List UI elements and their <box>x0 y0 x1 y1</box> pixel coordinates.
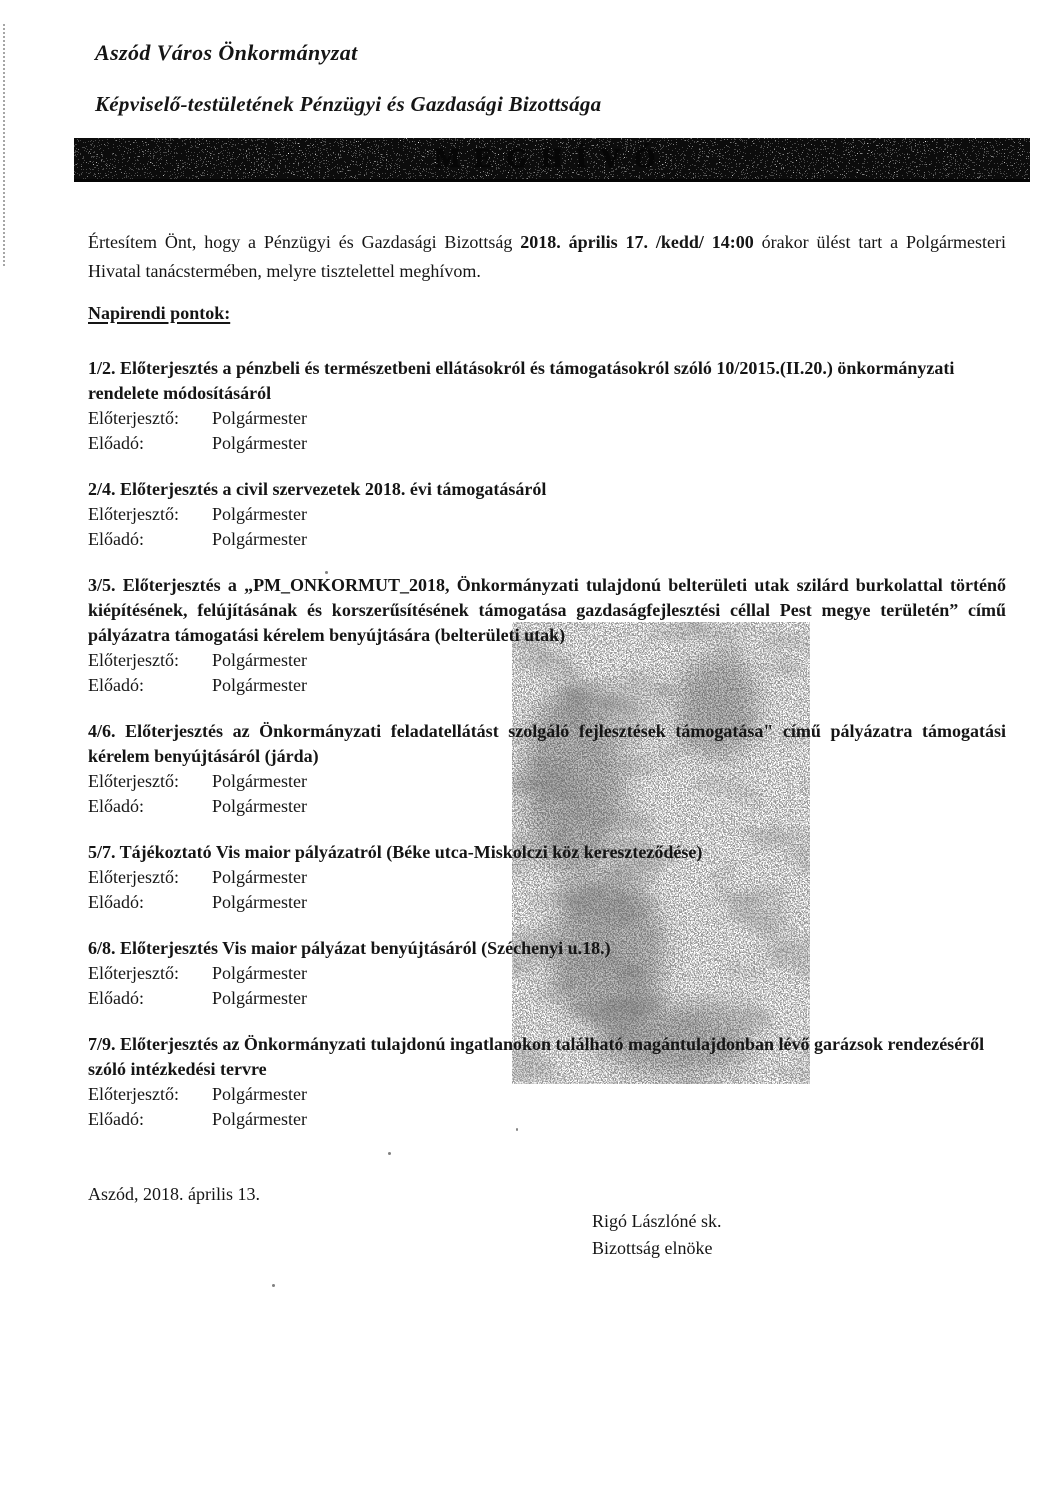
speaker-value: Polgármester <box>212 988 307 1008</box>
signature-name: Rigó Lászlóné sk. <box>592 1211 722 1231</box>
agenda-item <box>88 840 1006 915</box>
presenter-label: Előterjesztő: <box>88 963 179 983</box>
intro-paragraph <box>88 228 1006 286</box>
speaker-value: Polgármester <box>212 433 307 453</box>
org-title: Aszód Város Önkormányzat <box>95 40 358 65</box>
presenter-row <box>88 502 1006 527</box>
presenter-label: Előterjesztő: <box>88 408 179 428</box>
speaker-label: Előadó: <box>88 529 144 549</box>
intro-datetime-bold: 2018. április 17. /kedd/ 14:00 <box>520 232 754 252</box>
speaker-label: Előadó: <box>88 433 144 453</box>
speaker-label: Előadó: <box>88 675 144 695</box>
presenter-value: Polgármester <box>212 1084 307 1104</box>
presenter-value: Polgármester <box>212 408 307 428</box>
scan-speck <box>272 1284 275 1287</box>
presenter-row <box>88 406 1006 431</box>
presenter-value: Polgármester <box>212 650 307 670</box>
presenter-row <box>88 648 1006 673</box>
presenter-value: Polgármester <box>212 504 307 524</box>
speaker-row <box>88 986 1006 1011</box>
presenter-label: Előterjesztő: <box>88 771 179 791</box>
speaker-value: Polgármester <box>212 1109 307 1129</box>
speaker-label: Előadó: <box>88 796 144 816</box>
speaker-value: Polgármester <box>212 675 307 695</box>
agenda-heading: Napirendi pontok: <box>88 303 231 323</box>
agenda-item <box>88 719 1006 819</box>
speaker-row <box>88 794 1006 819</box>
signature-title: Bizottság elnöke <box>592 1238 713 1258</box>
agenda-item <box>88 356 1006 456</box>
speaker-value: Polgármester <box>212 529 307 549</box>
scan-artifact-dotted-line <box>3 24 5 266</box>
presenter-row <box>88 961 1006 986</box>
speaker-row <box>88 673 1006 698</box>
speaker-row <box>88 1107 1006 1132</box>
date-place: Aszód, 2018. április 13. <box>88 1184 260 1204</box>
speaker-row <box>88 890 1006 915</box>
speaker-label: Előadó: <box>88 892 144 912</box>
title-banner <box>74 138 1030 182</box>
banner-title: MEGHÍVÓ <box>434 143 670 173</box>
agenda-item <box>88 936 1006 1011</box>
presenter-row <box>88 769 1006 794</box>
presenter-value: Polgármester <box>212 963 307 983</box>
agenda-item-title: 6/8. Előterjesztés Vis maior pályázat benyújtásáról (Széchenyi u.18.) <box>88 938 611 958</box>
presenter-row <box>88 865 1006 890</box>
presenter-value: Polgármester <box>212 867 307 887</box>
speaker-label: Előadó: <box>88 988 144 1008</box>
signature-block <box>592 1208 721 1262</box>
intro-text-after: órakor ülést tart a Polgármesteri Hivatal tanácstermében, melyre tisztelettel meghívom. <box>88 232 1006 281</box>
agenda-item-title: 7/9. Előterjesztés az Önkormányzati tulajdonú ingatlanokon található magántulajdonban lévő garázsok rendezéséről szóló intézkedési tervre <box>88 1034 985 1079</box>
presenter-label: Előterjesztő: <box>88 867 179 887</box>
agenda-item-title: 2/4. Előterjesztés a civil szervezetek 2018. évi támogatásáról <box>88 479 547 499</box>
presenter-row <box>88 1082 1006 1107</box>
presenter-label: Előterjesztő: <box>88 1084 179 1104</box>
presenter-value: Polgármester <box>212 771 307 791</box>
agenda-item <box>88 477 1006 552</box>
speaker-row <box>88 431 1006 456</box>
speaker-row <box>88 527 1006 552</box>
agenda-list <box>88 356 1006 1153</box>
presenter-label: Előterjesztő: <box>88 650 179 670</box>
agenda-item <box>88 1032 1006 1132</box>
speaker-value: Polgármester <box>212 796 307 816</box>
agenda-item <box>88 573 1006 698</box>
presenter-label: Előterjesztő: <box>88 504 179 524</box>
speaker-value: Polgármester <box>212 892 307 912</box>
agenda-item-title: 3/5. Előterjesztés a „PM_ONKORMUT_2018, Önkormányzati tulajdonú belterületi utak szilárd burkolattal történő kiépítésének, felújításának és korszerűsítésének támogatása gazdaságfejlesztési céllal Pest megye területén” című pályázatra támogatási kérelem benyújtására (belterületi utak) <box>88 575 1006 645</box>
committee-title: Képviselő-testületének Pénzügyi és Gazdasági Bizottsága <box>95 92 602 116</box>
agenda-item-title: 5/7. Tájékoztató Vis maior pályázatról (Béke utca-Miskolczi köz kereszteződése) <box>88 842 703 862</box>
speaker-label: Előadó: <box>88 1109 144 1129</box>
agenda-item-title: 4/6. Előterjesztés az Önkormányzati feladatellátást szolgáló fejlesztések támogatása" című pályázatra támogatási kérelem benyújtásáról (járda) <box>88 721 1006 766</box>
agenda-item-title: 1/2. Előterjesztés a pénzbeli és természetbeni ellátásokról és támogatásokról szóló 10/2015.(II.20.) önkormányzati rendelete módosításáról <box>88 358 955 403</box>
intro-text-before: Értesítem Önt, hogy a Pénzügyi és Gazdasági Bizottság <box>88 232 521 252</box>
